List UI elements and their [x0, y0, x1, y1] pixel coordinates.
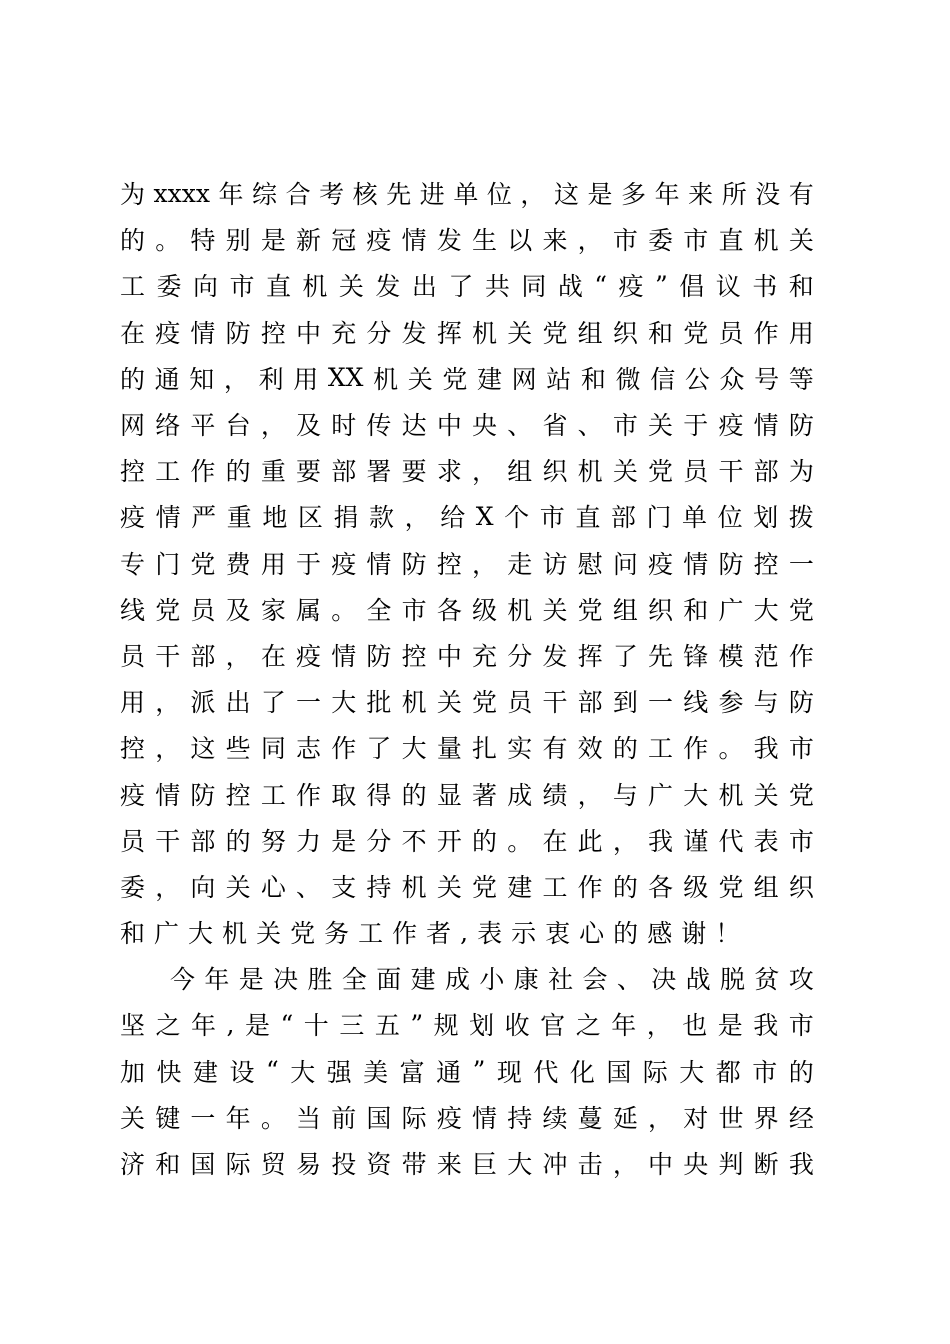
text-line: 控 工 作 的 重 要 部 署 要 求 ， 组 织 机 关 党 员 干 部 为: [120, 457, 814, 487]
text-line: 委 ， 向 关 心 、 支 持 机 关 党 建 工 作 的 各 级 党 组 织: [120, 872, 814, 902]
text-line: 员 干 部 ， 在 疫 情 防 控 中 充 分 发 挥 了 先 锋 模 范 作: [120, 641, 814, 671]
text-line: 济 和 国 际 贸 易 投 资 带 来 巨 大 冲 击 ， 中 央 判 断 我: [120, 1150, 814, 1180]
text-line: 网 络 平 台 ， 及 时 传 达 中 央 、 省 、 市 关 于 疫 情 防: [120, 411, 814, 441]
text-line: 的 通 知 ， 利 用 XX 机 关 党 建 网 站 和 微 信 公 众 号 等: [120, 363, 814, 394]
text-line: 疫 情 严 重 地 区 捐 款 ， 给 X 个 市 直 部 门 单 位 划 拨: [120, 501, 814, 533]
text-line: 线 党 员 及 家 属 。 全 市 各 级 机 关 党 组 织 和 广 大 党: [120, 595, 814, 625]
text-line: 控 ， 这 些 同 志 作 了 大 量 扎 实 有 效 的 工 作 。 我 市: [120, 734, 814, 764]
text-line: 用 ， 派 出 了 一 大 批 机 关 党 员 干 部 到 一 线 参 与 防: [120, 688, 814, 718]
paragraph-first-line: 今 年 是 决 胜 全 面 建 成 小 康 社 会 、 决 战 脱 贫 攻: [170, 965, 814, 995]
text-line: 专 门 党 费 用 于 疫 情 防 控 ， 走 访 慰 问 疫 情 防 控 一: [120, 549, 814, 579]
text-line: 工 委 向 市 直 机 关 发 出 了 共 同 战 “ 疫 ” 倡 议 书 和: [120, 270, 814, 302]
text-line: 的 。 特 别 是 新 冠 疫 情 发 生 以 来 ， 市 委 市 直 机 关: [120, 226, 814, 256]
text-line: 和 广 大 机 关 党 务 工 作 者 , 表 示 衷 心 的 感 谢 ！: [120, 917, 741, 949]
text-line: 在 疫 情 防 控 中 充 分 发 挥 机 关 党 组 织 和 党 员 作 用: [120, 318, 814, 348]
text-line: 员 干 部 的 努 力 是 分 不 开 的 。 在 此 ， 我 谨 代 表 市: [120, 826, 814, 856]
text-line: 关 键 一 年 。 当 前 国 际 疫 情 持 续 蔓 延 ， 对 世 界 经: [120, 1103, 814, 1133]
text-line: 坚 之 年 , 是 “ 十 三 五 ” 规 划 收 官 之 年 ， 也 是 我 市: [120, 1009, 814, 1041]
text-line: 加 快 建 设 “ 大 强 美 富 通 ” 现 代 化 国 际 大 都 市 的: [120, 1056, 814, 1087]
text-line: 疫 情 防 控 工 作 取 得 的 显 著 成 绩 ， 与 广 大 机 关 党: [120, 780, 814, 810]
text-line: 为 xxxx 年 综 合 考 核 先 进 单 位 ， 这 是 多 年 来 所 没 有: [120, 178, 814, 210]
body-text: [120, 170, 814, 1186]
